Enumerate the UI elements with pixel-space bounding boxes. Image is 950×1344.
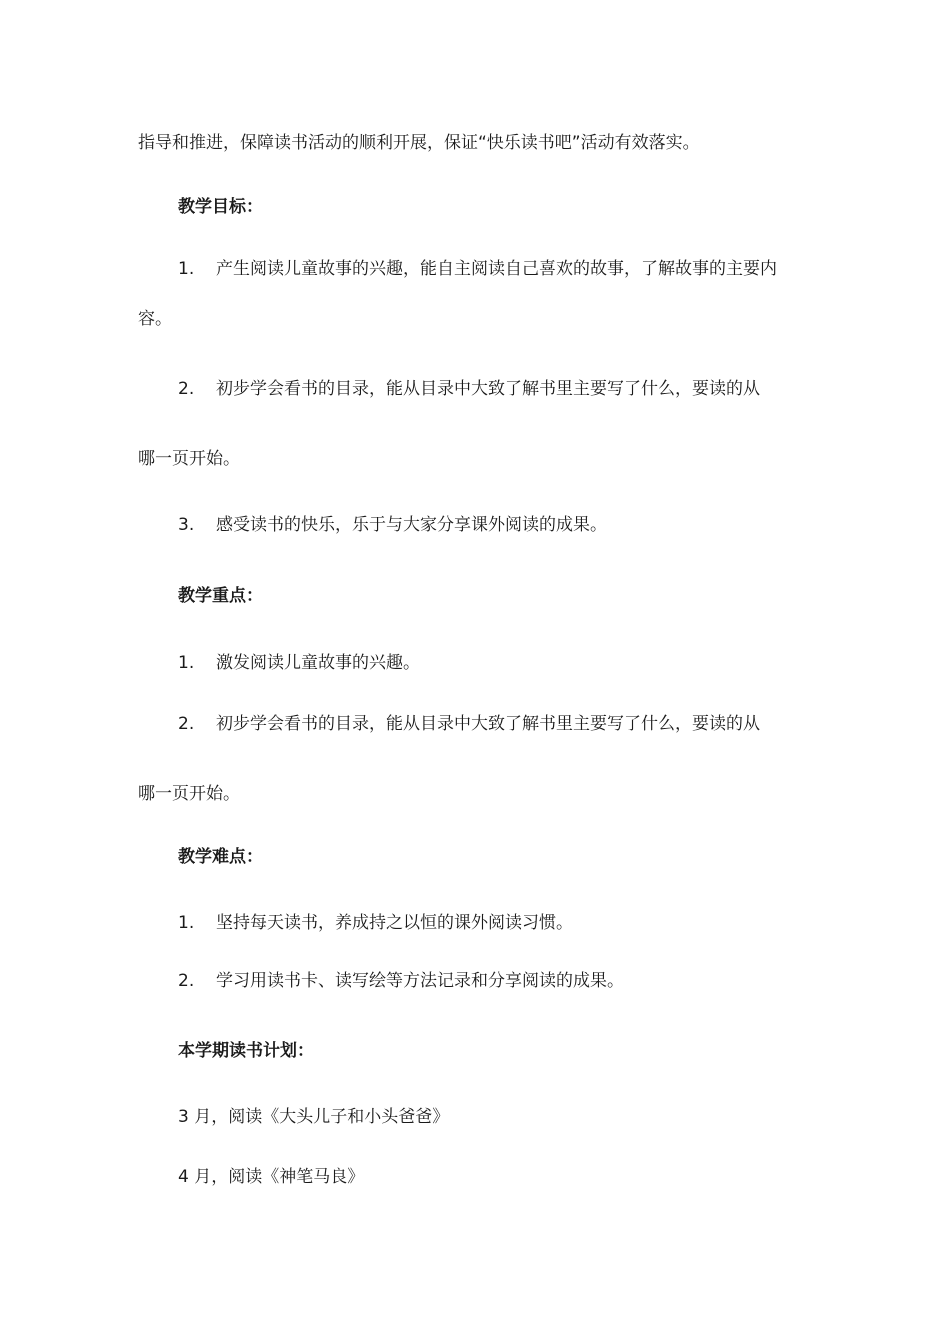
plan-heading: 本学期读书计划：	[178, 1041, 314, 1061]
list-item-continuation: 容。	[138, 309, 172, 329]
list-text: 产生阅读儿童故事的兴趣，能自主阅读自己喜欢的故事，了解故事的主要内	[216, 259, 777, 279]
list-item	[178, 912, 573, 934]
list-item	[178, 652, 420, 674]
difficulties-heading: 教学难点：	[178, 847, 263, 867]
list-number: 2.	[178, 971, 195, 991]
list-text: 坚持每天读书，养成持之以恒的课外阅读习惯。	[216, 913, 573, 933]
objectives-heading: 教学目标：	[178, 197, 263, 217]
plan-item: 4 月，阅读《神笔马良》	[178, 1167, 365, 1187]
list-text: 初步学会看书的目录，能从目录中大致了解书里主要写了什么，要读的从	[216, 714, 760, 734]
list-text: 初步学会看书的目录，能从目录中大致了解书里主要写了什么，要读的从	[216, 379, 760, 399]
list-number: 2.	[178, 714, 195, 734]
list-item	[178, 258, 777, 280]
list-text: 学习用读书卡、读写绘等方法记录和分享阅读的成果。	[216, 971, 624, 991]
intro-paragraph: 指导和推进，保障读书活动的顺利开展，保证“快乐读书吧”活动有效落实。	[138, 133, 700, 153]
list-item-continuation: 哪一页开始。	[138, 784, 240, 804]
key-points-heading: 教学重点：	[178, 586, 263, 606]
list-text: 感受读书的快乐，乐于与大家分享课外阅读的成果。	[216, 515, 607, 535]
list-item	[178, 970, 624, 992]
list-item	[178, 713, 760, 735]
list-text: 激发阅读儿童故事的兴趣。	[216, 653, 420, 673]
list-number: 1.	[178, 259, 195, 279]
list-item	[178, 378, 760, 400]
list-number: 1.	[178, 913, 195, 933]
list-number: 2.	[178, 379, 195, 399]
list-item	[178, 514, 607, 536]
list-number: 1.	[178, 653, 195, 673]
list-item-continuation: 哪一页开始。	[138, 449, 240, 469]
list-number: 3.	[178, 515, 195, 535]
plan-item: 3 月，阅读《大头儿子和小头爸爸》	[178, 1107, 450, 1127]
